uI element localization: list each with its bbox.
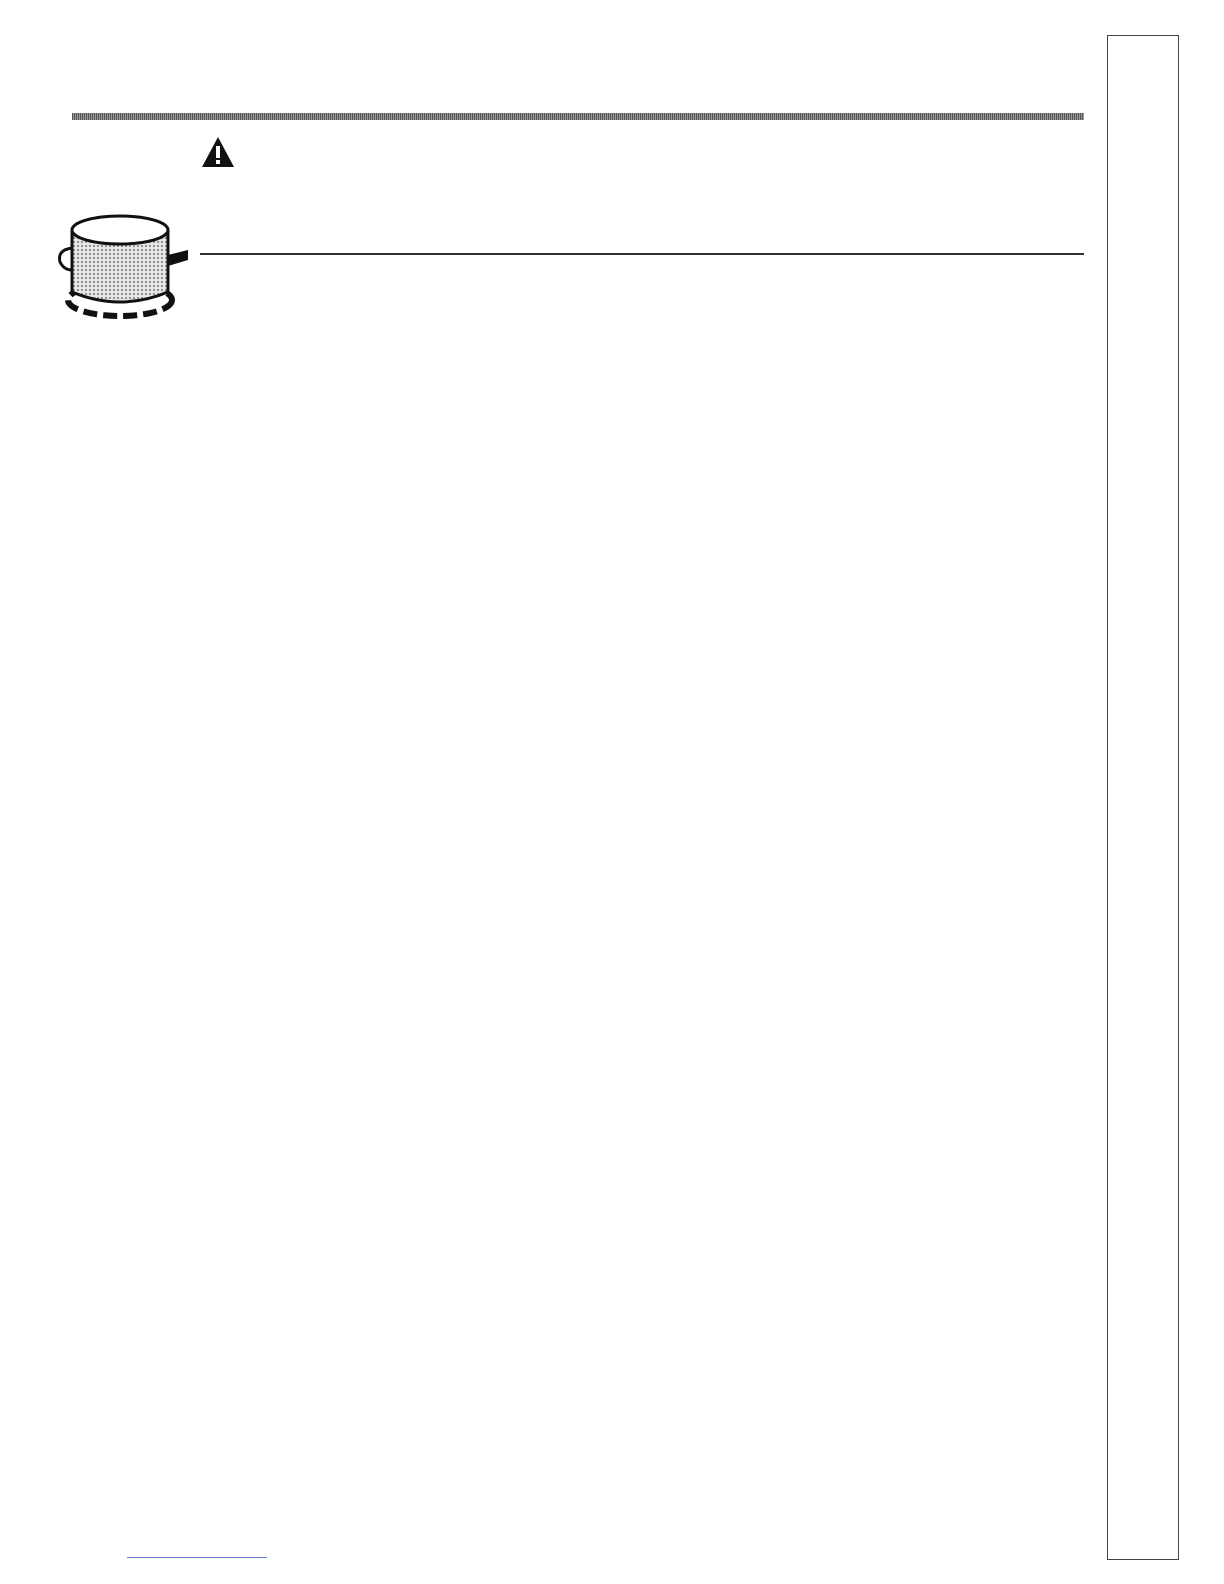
warning-triangle-icon: [201, 136, 235, 168]
section-rule: [200, 253, 1084, 255]
cooking-pot-icon: [52, 200, 192, 330]
warning-heading: [201, 136, 245, 168]
header-rule: [72, 113, 1084, 120]
footer-rule: [127, 1557, 267, 1558]
section-tabs-sidebar: [1107, 35, 1179, 1560]
